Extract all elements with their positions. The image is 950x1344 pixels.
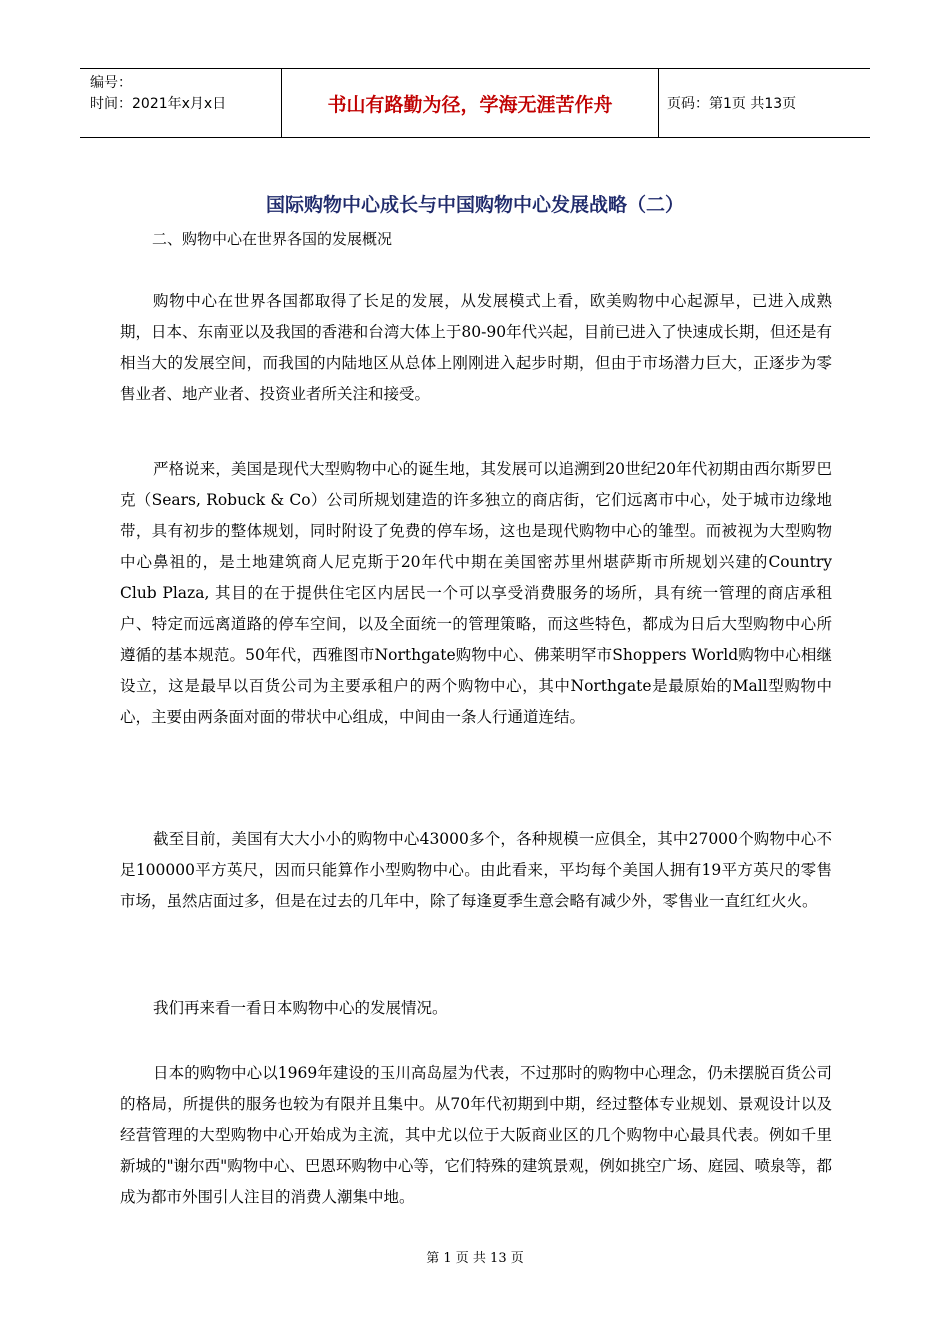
paragraph: 日本的购物中心以1969年建设的玉川高岛屋为代表，不过那时的购物中心理念，仍未摆脱百货公司的格局，所提供的服务也较为有限并且集中。从70年代初期到中期，经过整体专业规划、景观设计以及经营管理的大型购物中心开始成为主流，其中尤以位于大阪商业区的几个购物中心最具代表。例如千里新城的"谢尔西"购物中心、巴恩环购物中心等，它们特殊的建筑景观，例如挑空广场、庭园、喷泉等，都成为都市外围引人注目的消费人潮集中地。 bbox=[120, 1064, 832, 1206]
page-footer: 第 1 页 共 13 页 bbox=[426, 1251, 524, 1266]
motto-cell bbox=[281, 69, 659, 137]
header-meta-cell bbox=[80, 69, 281, 137]
page-info-text: 页码：第1页 共13页 bbox=[667, 96, 797, 112]
motto-text: 书山有路勤为径，学海无涯苦作舟 bbox=[327, 93, 613, 116]
paragraph: 严格说来，美国是现代大型购物中心的诞生地，其发展可以追溯到20世纪20年代初期由西尔斯罗巴克（Sears, Robuck & Co）公司所规划建造的许多独立的商店街，它们远离市中心，处于城市边缘地带，具有初步的整体规划，同时附设了免费的停车场，这也是现代购物中心的雏型。而被视为大型购物中心鼻祖的，是土地建筑商人尼克斯于20年代中期在美国密苏里州堪萨斯市所规划兴建的Country Club Plaza, 其目的在于提供住宅区内居民一个可以享受消费服务的场所，具有统一管理的商店承租户、特定而远离道路的停车空间，以及全面统一的管理策略，而这些特色，都成为日后大型购物中心所遵循的基本规范。50年代，西雅图市Northgate购物中心、佛莱明罕市Shoppers World购物中心相继设立，这是最早以百货公司为主要承租户的两个购物中心，其中Northgate是最原始的Mall型购物中心，主要由两条面对面的带状中心组成，中间由一条人行通道连结。 bbox=[120, 460, 832, 726]
section-heading: 二、购物中心在世界各国的发展概况 bbox=[152, 230, 393, 248]
number-label: 编号： bbox=[90, 75, 132, 91]
paragraph: 购物中心在世界各国都取得了长足的发展，从发展模式上看，欧美购物中心起源早，已进入成熟期，日本、东南亚以及我国的香港和台湾大体上于80-90年代兴起，目前已进入了快速成长期，但还是有相当大的发展空间，而我国的内陆地区从总体上刚刚进入起步时期，但由于市场潜力巨大，正逐步为零售业者、地产业者、投资业者所关注和接受。 bbox=[120, 292, 832, 403]
paragraph: 截至目前，美国有大大小小的购物中心43000多个，各种规模一应俱全，其中27000个购物中心不足100000平方英尺，因而只能算作小型购物中心。由此看来，平均每个美国人拥有19平方英尺的零售市场，虽然店面过多，但是在过去的几年中，除了每逢夏季生意会略有减少外，零售业一直红红火火。 bbox=[120, 830, 832, 910]
paragraph: 我们再来看一看日本购物中心的发展情况。 bbox=[153, 999, 448, 1017]
page-info-cell bbox=[659, 69, 870, 137]
time-label: 时间：2021年x月x日 bbox=[90, 96, 227, 112]
document-title: 国际购物中心成长与中国购物中心发展战略（二） bbox=[265, 194, 684, 216]
document-header bbox=[80, 68, 870, 138]
